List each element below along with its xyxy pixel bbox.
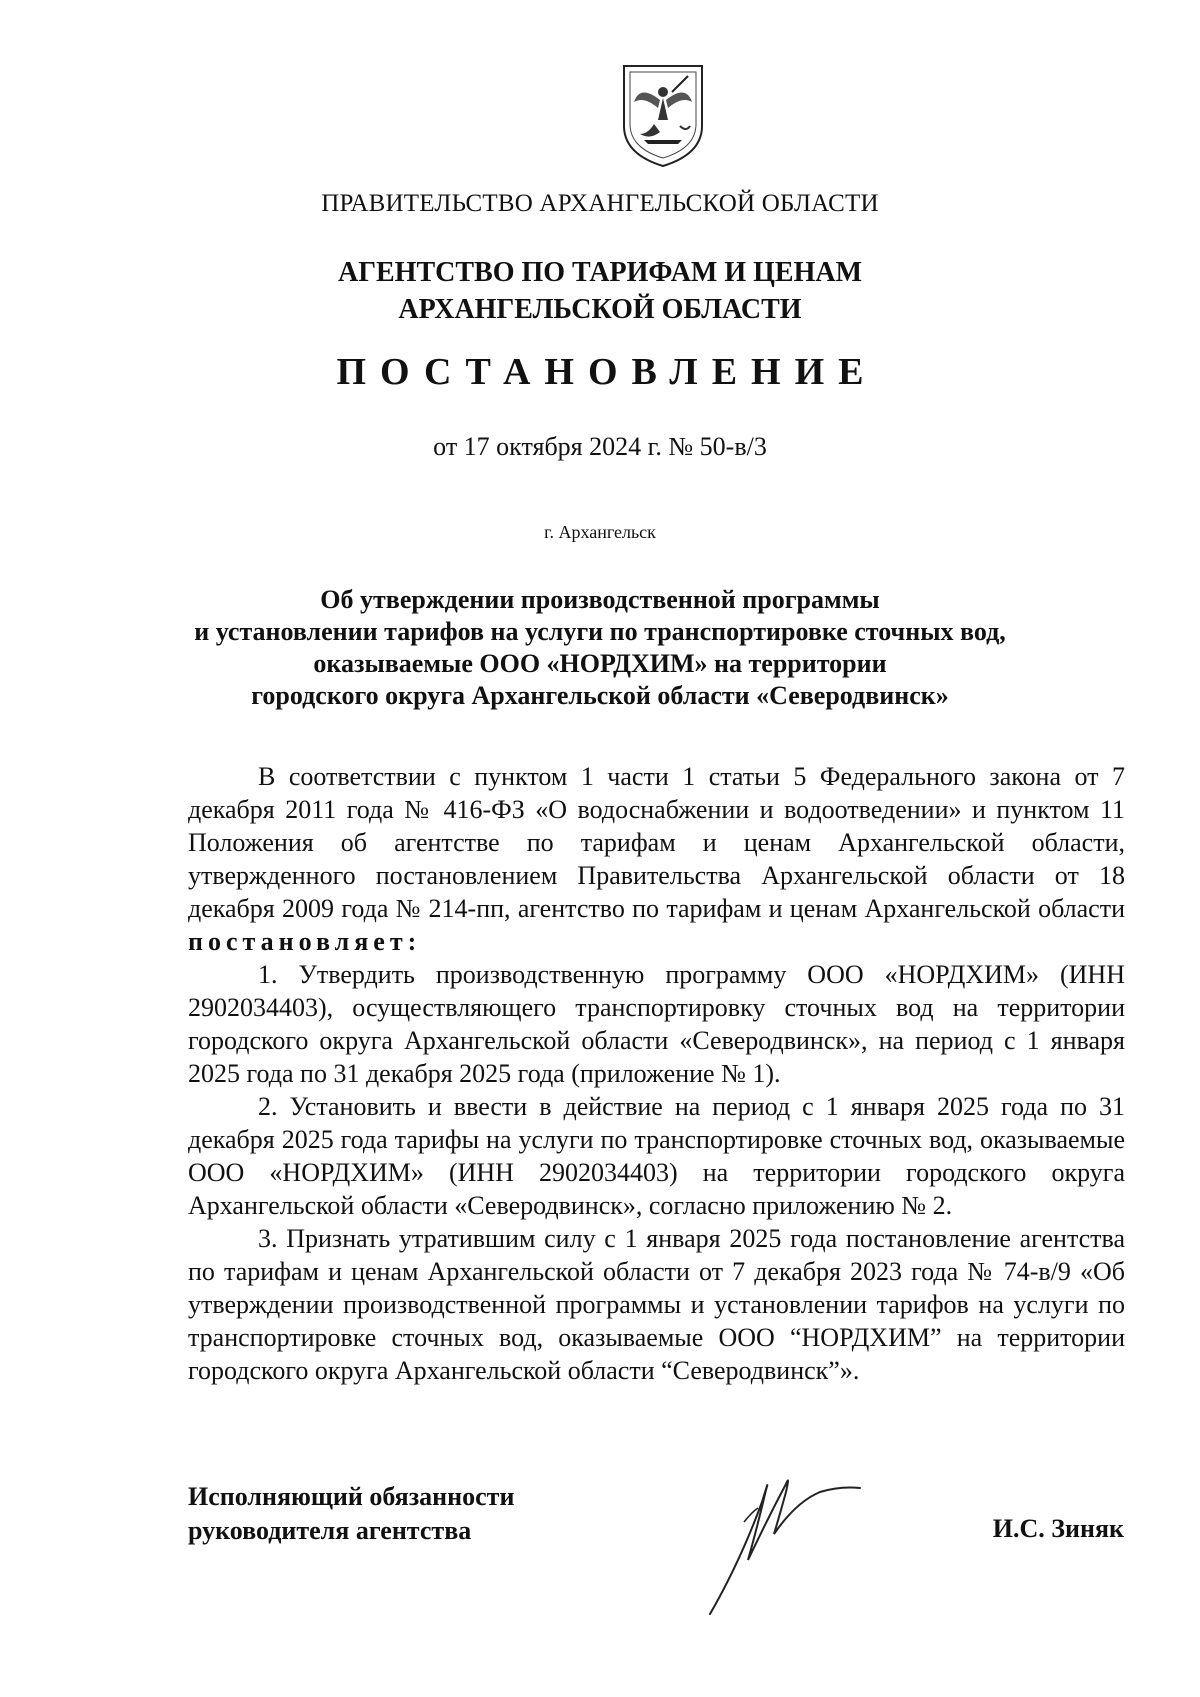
title-line-3: оказываемые ООО «НОРДХИМ» на территории [313,649,887,678]
signatory-position [188,1480,514,1548]
coat-of-arms-icon [620,62,706,170]
position-line-2: руководителя агентства [188,1516,472,1545]
document-date-number: от 17 октября 2024 г. № 50-в/3 [433,432,767,461]
government-name: ПРАВИТЕЛЬСТВО АРХАНГЕЛЬСКОЙ ОБЛАСТИ [321,190,879,217]
title-line-1: Об утверждении производственной программы [320,585,880,614]
item-1-paragraph: 1. Утвердить производственную программу ООО «НОРДХИМ» (ИНН 2902034403), осуществляющего транспортировку сточных вод на территории городского округа Архангельской области «Северодвинск», на период с 1 января 2025 года по 31 декабря 2025 года (приложение № 1). [188,960,1125,1088]
item-2-paragraph: 2. Установить и ввести в действие на период с 1 января 2025 года по 31 декабря 2025 года тарифы на услуги по транспортировке сточных вод, оказываемые ООО «НОРДХИМ» (ИНН 2902034403) на территории городского округа Архангельской области «Северодвинск», согласно приложению № 2. [188,1092,1125,1220]
document-title [150,584,1050,712]
item-3-paragraph: 3. Признать утратившим силу с 1 января 2025 года постановление агентства по тарифам и ценам Архангельской области от 7 декабря 2023 года № 74-в/9 «Об утверждении производственной программы и установлении тарифов на услуги по транспортировке сточных вод, оказываемые ООО “НОРДХИМ” на территории городского округа Архангельской области “Северодвинск”». [188,1224,1125,1385]
title-line-2: и установлении тарифов на услуги по транспортировке сточных вод, [194,617,1006,646]
agency-line-2: АРХАНГЕЛЬСКОЙ ОБЛАСТИ [398,294,802,325]
signatory-name: И.С. Зиняк [992,1514,1124,1543]
decree-word: постановляет: [188,927,422,956]
handwritten-signature [700,1462,910,1622]
agency-name [0,254,1200,328]
position-line-1: Исполняющий обязанности [188,1482,515,1511]
agency-line-1: АГЕНТСТВО ПО ТАРИФАМ И ЦЕНАМ [337,257,863,288]
document-type: ПОСТАНОВЛЕНИЕ [336,351,878,393]
document-city: г. Архангельск [544,522,656,542]
preamble-paragraph [188,760,1125,958]
title-line-4: городского округа Архангельской области «Северодвинск» [251,681,949,710]
document-body [188,760,1125,1387]
preamble-text: В соответствии с пунктом 1 части 1 статьи 5 Федерального закона от 7 декабря 2011 года № 416-ФЗ «О водоснабжении и водоотведении» и пунктом 11 Положения об агентстве по тарифам и ценам Архангельской области, утвержденного постановлением Правительства Архангельской области от 18 декабря 2009 года № 214-пп, агентство по тарифам и ценам Архангельской области [188,762,1125,923]
